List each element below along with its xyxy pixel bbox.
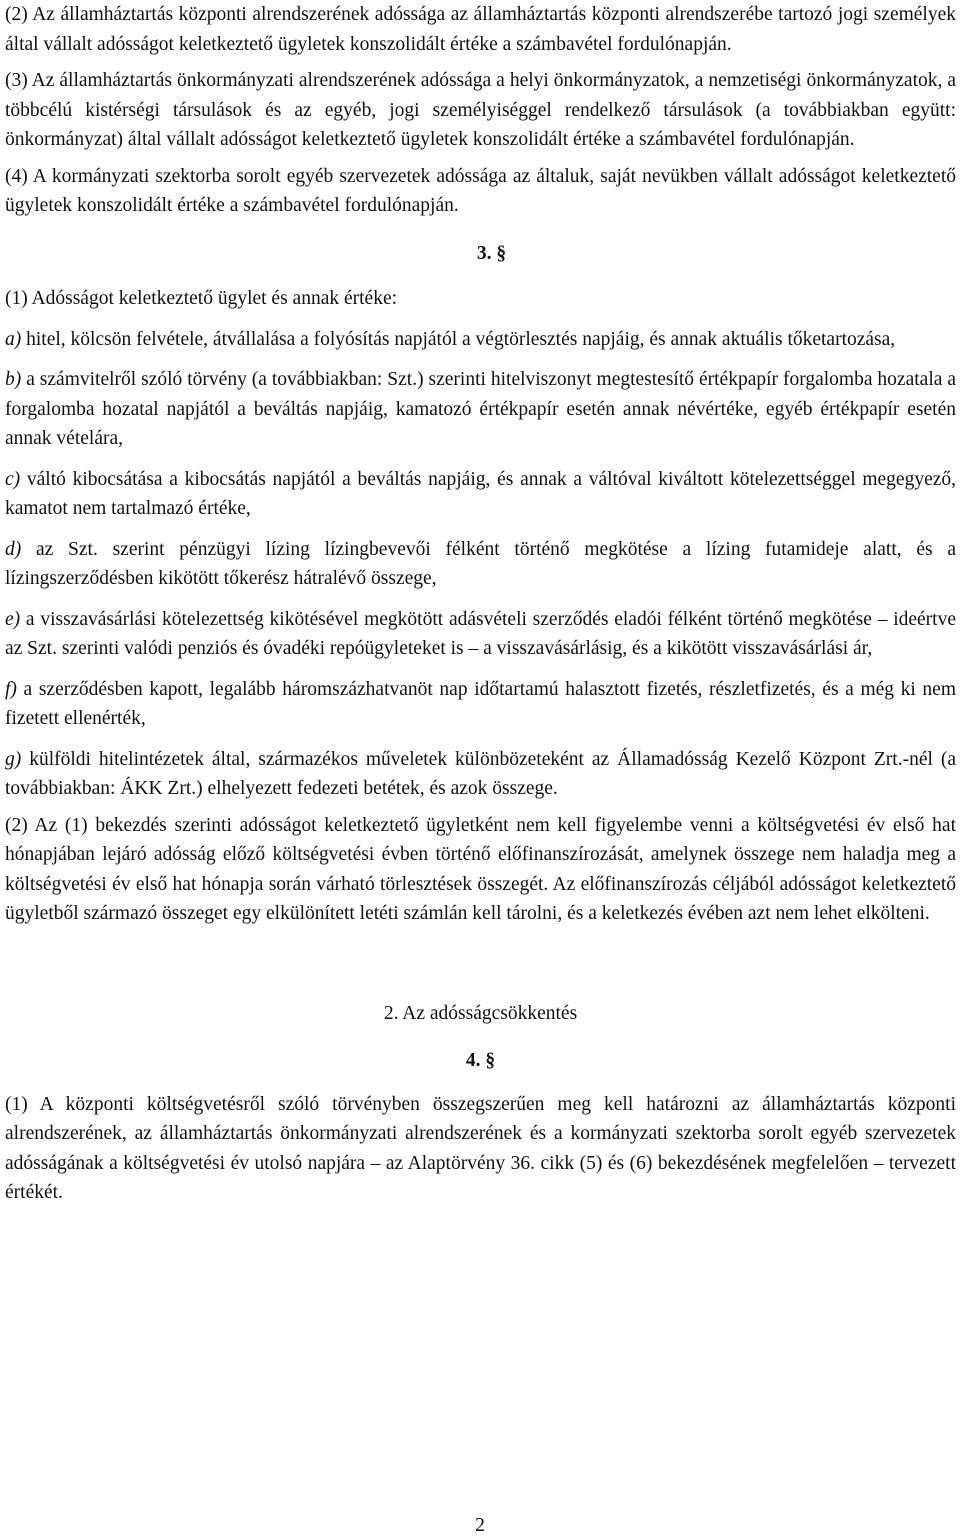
list-item-g	[5, 745, 956, 804]
list-item-d	[5, 535, 956, 594]
section-3-item-list	[5, 325, 956, 804]
item-label: g)	[5, 748, 22, 770]
paragraph-2-central-subsystem-debt: (2) Az államháztartás központi alrendszerének adóssága az államháztartás központi alrendszerébe tartozó jogi személyek által vállalt adósságot keletkeztető ügyletek konszolidált értéke a számbavétel fordulónapján.	[5, 4, 956, 55]
page-number: 2	[475, 1515, 485, 1536]
item-text: váltó kibocsátása a kibocsátás napjától a beváltás napjáig, és annak a váltóval kiváltott kötelezettséggel megegyező, kamatot nem tartalmazó értéke,	[5, 468, 956, 519]
section-4-heading: 4. §	[465, 1050, 496, 1071]
item-text: a szerződésben kapott, legalább háromszázhatvanöt nap időtartamú halasztott fizetés, részletfizetés, és a még ki nem fizetett ellenérték,	[5, 678, 956, 729]
item-label: e)	[5, 608, 21, 630]
item-label: a)	[5, 328, 22, 350]
list-item-f	[5, 675, 956, 734]
item-label: d)	[5, 538, 22, 560]
document-page	[5, 0, 956, 1208]
section-4-paragraph-1: (1) A központi költségvetésről szóló törvényben összegszerűen meg kell határozni az államháztartás központi alrendszerének, az államháztartás önkormányzati alrendszerének és a kormányzati szektorba sorolt egyéb szervezetek adósságának a költségvetési év utolsó napjára – az Alaptörvény 36. cikk (5) és (6) bekezdésének megfelelően – tervezett értékét.	[5, 1093, 956, 1203]
item-text: a számvitelről szóló törvény (a továbbiakban: Szt.) szerinti hitelviszonyt megtestesítő értékpapír forgalomba hozatala a forgalomba hozatal napjától a beváltás napjáig, kamatozó értékpapír esetén annak névértéke, egyéb értékpapír esetén annak vételára,	[5, 369, 956, 449]
chapter-heading: 2. Az adósságcsökkentés	[383, 1002, 578, 1024]
item-label: c)	[5, 468, 21, 490]
item-label: b)	[5, 369, 22, 390]
section-3-heading: 3. §	[476, 242, 507, 264]
list-item-e	[5, 605, 956, 664]
section-3-paragraph-1-intro: (1) Adósságot keletkeztető ügylet és annak értéke:	[5, 288, 398, 309]
paragraph-3-municipal-subsystem-debt: (3) Az államháztartás önkormányzati alrendszerének adóssága a helyi önkormányzatok, a nemzetiségi önkormányzatok, a többcélú kistérségi társulások és az egyéb, jogi személyiséggel rendelkező társulások (a továbbiakban együtt: önkormányzat) által vállalt adósságot keletkeztető ügyletek konszolidált értéke a számbavétel fordulónapján.	[5, 70, 956, 150]
paragraph-4-other-organizations-debt: (4) A kormányzati szektorba sorolt egyéb szervezetek adóssága az általuk, saját nevükben vállalt adósságot keletkeztető ügyletek konszolidált értéke a számbavétel fordulónapján.	[5, 165, 956, 216]
section-3-paragraph-2: (2) Az (1) bekezdés szerinti adósságot keletkeztető ügyletként nem kell figyelembe venni a költségvetési év első hat hónapjában lejáró adósság előző költségvetési évben történő előfinanszírozását, amelynek összege nem haladja meg a költségvetési év első hat hónapja során várható törlesztések összegét. Az előfinanszírozás céljából adósságot keletkeztető ügyletből származó összeget egy elkülönített letéti számlán kell tárolni, és a keletkezés évében azt nem lehet elkölteni.	[5, 814, 956, 924]
list-item-c	[5, 465, 956, 524]
item-text: a visszavásárlási kötelezettség kikötésével megkötött adásvételi szerződés eladói félként történő megkötése – ideértve az Szt. szerinti valódi penziós és óvadéki repóügyleteket is – a visszavásárlásig, és a kikötött visszavásárlási ár,	[5, 608, 956, 659]
list-item-a	[5, 325, 956, 355]
item-text: hitel, kölcsön felvétele, átvállalása a folyósítás napjától a végtörlesztés napjáig, és annak aktuális tőketartozása,	[21, 328, 896, 350]
list-item-b	[5, 365, 956, 454]
item-label: f)	[5, 678, 17, 700]
item-text: az Szt. szerint pénzügyi lízing lízingbevevői félként történő megkötése a lízing futamideje alatt, és a lízingszerződésben kikötött tőkerész hátralévő összege,	[5, 538, 956, 589]
item-text: külföldi hitelintézetek által, származékos műveletek különbözeteként az Államadósság Kezelő Központ Zrt.-nél (a továbbiakban: ÁKK Zrt.) elhelyezett fedezeti betétek, és azok összege.	[5, 748, 956, 799]
